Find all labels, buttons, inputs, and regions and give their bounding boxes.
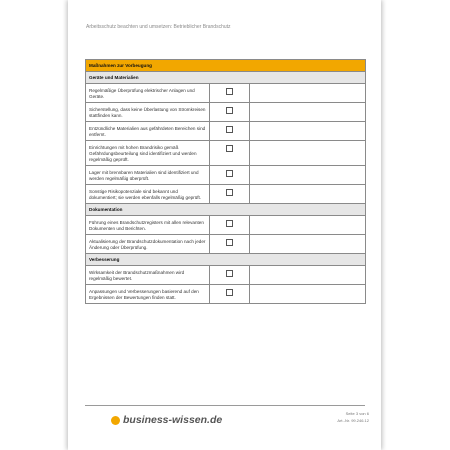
checkbox[interactable]	[226, 145, 233, 152]
notes-cell[interactable]	[250, 235, 366, 254]
checkbox-cell	[210, 216, 250, 235]
checklist-item-text: Lager mit brennbaren Materialien sind identifiziert und werden regelmäßig überprüft.	[86, 166, 210, 185]
notes-cell[interactable]	[250, 122, 366, 141]
checkbox[interactable]	[226, 289, 233, 296]
checklist-item-text: Aktualisierung der Brandschutzdokumentation nach jeder Änderung oder Überprüfung.	[86, 235, 210, 254]
checklist-item-text: Regelmäßige Überprüfung elektrischer Anlagen und Geräte.	[86, 84, 210, 103]
checklist-item-row	[86, 141, 366, 166]
checklist-item-text: Einrichtungen mit hohen Brandrisiko gemäß Gefährdungsbeurteilung sind identifiziert und werden regelmäßig geprüft.	[86, 141, 210, 166]
checkbox-cell	[210, 122, 250, 141]
notes-cell[interactable]	[250, 285, 366, 304]
checkbox[interactable]	[226, 170, 233, 177]
checklist-item-text: Wirksamkeit der Brandschutzmaßnahmen wird regelmäßig bewertet.	[86, 266, 210, 285]
section-title: Geräte und Materialien	[86, 72, 366, 84]
notes-cell[interactable]	[250, 185, 366, 204]
notes-cell[interactable]	[250, 103, 366, 122]
section-title: Verbesserung	[86, 254, 366, 266]
checkbox[interactable]	[226, 189, 233, 196]
logo-text: business-wissen.de	[123, 414, 223, 426]
checklist-body	[86, 60, 366, 304]
notes-cell[interactable]	[250, 166, 366, 185]
checklist-item-text: Anpassungen und Verbesserungen basierend auf den Ergebnissen der Bewertungen finden statt.	[86, 285, 210, 304]
checkbox[interactable]	[226, 239, 233, 246]
notes-cell[interactable]	[250, 84, 366, 103]
checkbox-cell	[210, 166, 250, 185]
checklist-item-row	[86, 235, 366, 254]
checklist-item-text: Entzündliche Materialien aus gefährdeten Bereichen sind entfernt.	[86, 122, 210, 141]
checkbox-cell	[210, 285, 250, 304]
document-page	[68, 0, 381, 450]
section-row	[86, 204, 366, 216]
footer-meta	[337, 410, 369, 424]
checkbox[interactable]	[226, 126, 233, 133]
checklist-item-row	[86, 185, 366, 204]
checklist-item-text: Sicherstellung, dass keine Überlastung von Stromkreisen stattfinden kann.	[86, 103, 210, 122]
article-number: Art.-Nr. 99.246.12	[337, 418, 369, 423]
checklist-item-row	[86, 266, 366, 285]
table-title-row	[86, 60, 366, 72]
checklist-item-row	[86, 166, 366, 185]
checkbox-cell	[210, 235, 250, 254]
section-title: Dokumentation	[86, 204, 366, 216]
logo-dot-icon	[111, 416, 120, 425]
checklist-item-row	[86, 285, 366, 304]
checklist-table	[85, 59, 366, 304]
notes-cell[interactable]	[250, 141, 366, 166]
section-row	[86, 254, 366, 266]
checkbox[interactable]	[226, 270, 233, 277]
page-number: Seite 3 von 6	[345, 411, 369, 416]
checklist-item-row	[86, 122, 366, 141]
checkbox-cell	[210, 103, 250, 122]
footer-divider	[85, 405, 365, 406]
checkbox[interactable]	[226, 107, 233, 114]
checklist-item-text: Sonstige Risikopotenziale sind bekannt und dokumentiert; sie werden ebenfalls regelmäßig geprüft.	[86, 185, 210, 204]
checkbox-cell	[210, 266, 250, 285]
document-header: Arbeitsschutz beachten und umsetzen: Betrieblicher Brandschutz	[86, 24, 231, 30]
checkbox-cell	[210, 185, 250, 204]
table-title: Maßnahmen zur Vorbeugung	[86, 60, 366, 72]
checkbox-cell	[210, 84, 250, 103]
checklist-item-text: Führung eines Brandschutzregisters mit allen relevanten Dokumenten und Berichten.	[86, 216, 210, 235]
checklist-item-row	[86, 216, 366, 235]
notes-cell[interactable]	[250, 216, 366, 235]
section-row	[86, 72, 366, 84]
checkbox[interactable]	[226, 88, 233, 95]
checklist-item-row	[86, 103, 366, 122]
checkbox-cell	[210, 141, 250, 166]
brand-logo	[111, 412, 222, 428]
checkbox[interactable]	[226, 220, 233, 227]
notes-cell[interactable]	[250, 266, 366, 285]
checklist-item-row	[86, 84, 366, 103]
